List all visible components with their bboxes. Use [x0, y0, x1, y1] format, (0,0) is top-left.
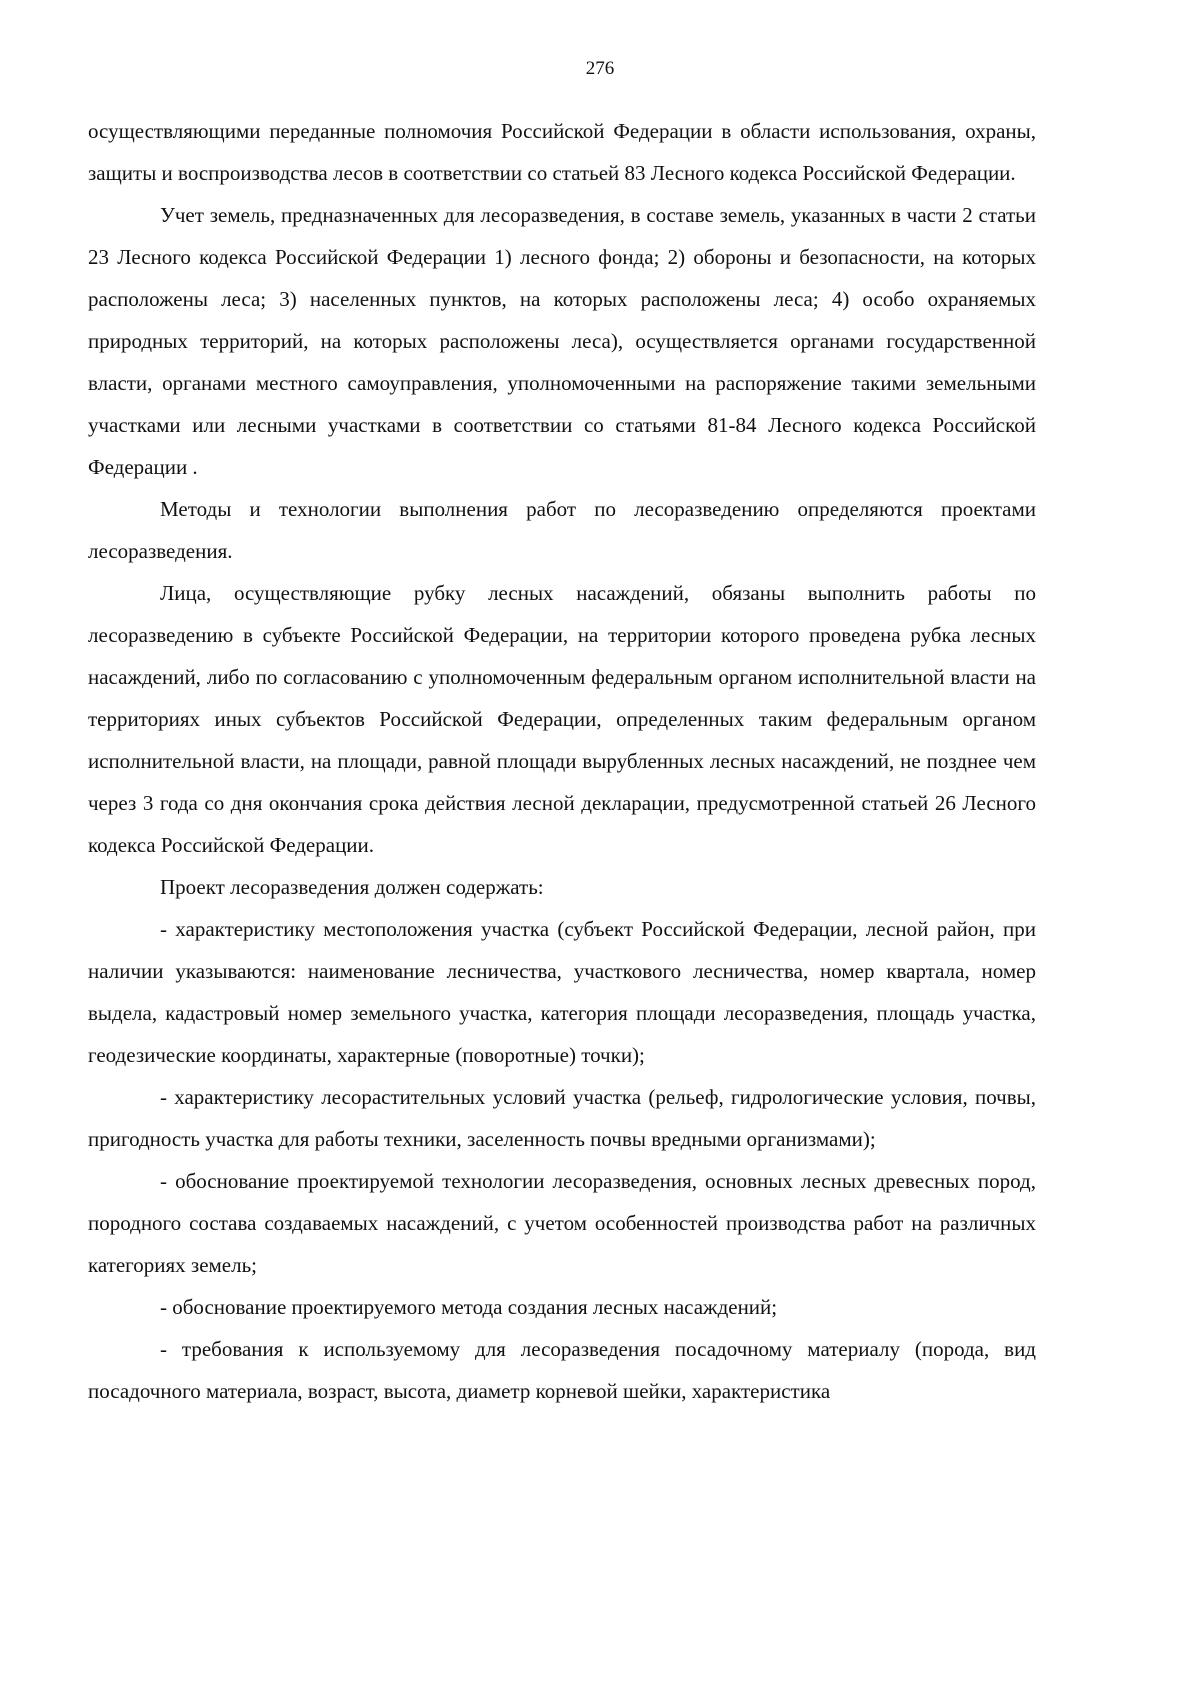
- list-item-growing-conditions: - характеристику лесорастительных условий участка (рельеф, гидрологические условия, почвы, пригодность участка для работы техники, заселенность почвы вредными организмами);: [88, 1085, 1036, 1151]
- paragraph-land-accounting: Учет земель, предназначенных для лесоразведения, в составе земель, указанных в части 2 статьи 23 Лесного кодекса Российской Федерации 1) лесного фонда; 2) обороны и безопасности, на которых расположены леса; 3) населенных пунктов, на которых расположены леса; 4) особо охраняемых природных территорий, на которых расположены леса), осуществляется органами государственной власти, органами местного самоуправления, уполномоченными на распоряжение такими земельными участками или лесными участками в соответствии со статьями 81-84 Лесного кодекса Российской Федерации .: [88, 203, 1036, 479]
- list-item-technology: - обоснование проектируемой технологии лесоразведения, основных лесных древесных пород, породного состава создаваемых насаждений, с учетом особенностей производства работ на различных категориях земель;: [88, 1169, 1036, 1277]
- list-item-method: - обоснование проектируемого метода создания лесных насаждений;: [160, 1295, 778, 1319]
- paragraph-methods: Методы и технологии выполнения работ по лесоразведению определяются проектами лесоразведения.: [88, 497, 1036, 563]
- page-number: 276: [585, 58, 615, 79]
- list-item-location: - характеристику местоположения участка (субъект Российской Федерации, лесной район, при наличии указываются: наименование лесничества, участкового лесничества, номер квартала, номер выдела, кадастровый номер земельного участка, категория площади лесоразведения, площадь участка, геодезические координаты, характерные (поворотные) точки);: [88, 917, 1036, 1067]
- paragraph-logging-obligations: Лица, осуществляющие рубку лесных насаждений, обязаны выполнить работы по лесоразведению в субъекте Российской Федерации, на территории которого проведена рубка лесных насаждений, либо по согласованию с уполномоченным федеральным органом исполнительной власти на территориях иных субъектов Российской Федерации, определенных таким федеральным органом исполнительной власти, на площади, равной площади вырубленных лесных насаждений, не позднее чем через 3 года со дня окончания срока действия лесной декларации, предусмотренной статьей 26 Лесного кодекса Российской Федерации.: [88, 581, 1036, 857]
- list-item-planting-material: - требования к используемому для лесоразведения посадочному материалу (порода, вид посадочного материала, возраст, высота, диаметр корневой шейки, характеристика: [88, 1337, 1036, 1403]
- document-body: [88, 110, 1036, 1412]
- paragraph-continued: осуществляющими переданные полномочия Российской Федерации в области использования, охраны, защиты и воспроизводства лесов в соответствии со статьей 83 Лесного кодекса Российской Федерации.: [88, 119, 1036, 185]
- paragraph-project-contents: Проект лесоразведения должен содержать:: [160, 875, 544, 899]
